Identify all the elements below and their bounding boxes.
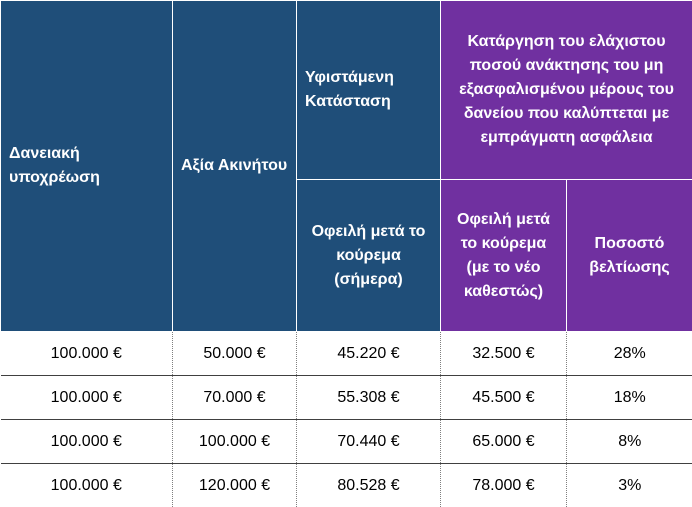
- table-row: [1, 420, 692, 464]
- cell-loan: 100.000 €: [1, 332, 173, 376]
- table-header: [1, 1, 692, 332]
- table-body: [1, 332, 692, 507]
- cell-debt-today: 80.528 €: [297, 464, 441, 507]
- cell-debt-today: 45.220 €: [297, 332, 441, 376]
- table-row: [1, 332, 692, 376]
- header-loan: Δανειακή υποχρέωση: [1, 1, 173, 332]
- table-row: [1, 464, 692, 507]
- cell-debt-new: 45.500 €: [441, 376, 567, 420]
- cell-property: 50.000 €: [173, 332, 297, 376]
- header-improvement: Ποσοστό βελτίωσης: [567, 180, 692, 332]
- cell-improvement: 8%: [567, 420, 692, 464]
- cell-property: 100.000 €: [173, 420, 297, 464]
- header-debt-today: Οφειλή μετά το κούρεμα (σήμερα): [297, 180, 441, 332]
- header-abolition: Κατάργηση του ελάχιστου ποσού ανάκτησης του μη εξασφαλισμένου μέρους του δανείου που καλύπτεται με εμπράγματη ασφάλεια: [441, 1, 692, 180]
- cell-debt-new: 32.500 €: [441, 332, 567, 376]
- cell-debt-new: 65.000 €: [441, 420, 567, 464]
- cell-loan: 100.000 €: [1, 376, 173, 420]
- header-property: Αξία Ακινήτου: [173, 1, 297, 332]
- header-current-situation: Υφιστάμενη Κατάσταση: [297, 1, 441, 180]
- cell-debt-today: 55.308 €: [297, 376, 441, 420]
- cell-debt-today: 70.440 €: [297, 420, 441, 464]
- cell-improvement: 18%: [567, 376, 692, 420]
- cell-property: 120.000 €: [173, 464, 297, 507]
- cell-loan: 100.000 €: [1, 464, 173, 507]
- cell-improvement: 28%: [567, 332, 692, 376]
- cell-improvement: 3%: [567, 464, 692, 507]
- header-debt-new: Οφειλή μετά το κούρεμα (με το νέο καθεστώς): [441, 180, 567, 332]
- cell-debt-new: 78.000 €: [441, 464, 567, 507]
- cell-loan: 100.000 €: [1, 420, 173, 464]
- cell-property: 70.000 €: [173, 376, 297, 420]
- table-row: [1, 376, 692, 420]
